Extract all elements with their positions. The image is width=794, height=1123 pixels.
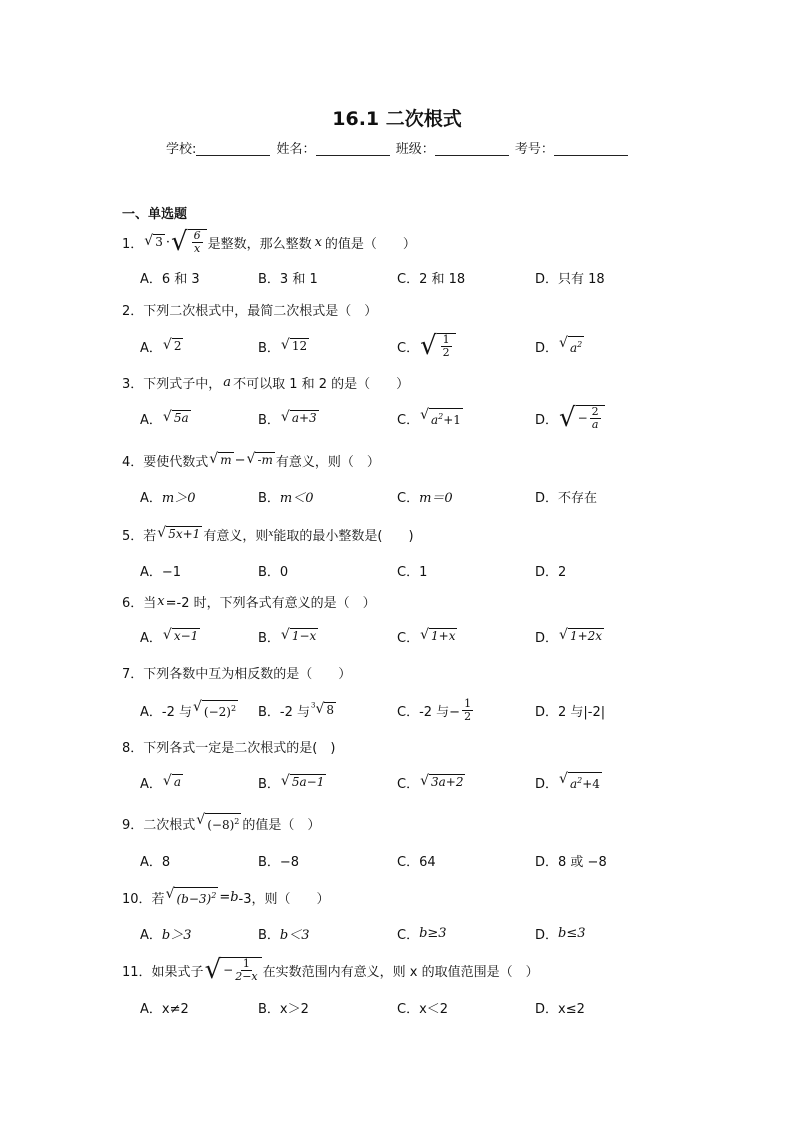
question-8-options [140, 767, 660, 797]
option-c[interactable]: C． √ 1+x [397, 627, 456, 646]
option-c[interactable]: C．64 [397, 854, 436, 870]
option-d[interactable]: D．x≤2 [535, 1001, 585, 1017]
option-a[interactable]: A．-2 与 √ $(-2)^2$ [140, 699, 237, 720]
option-c[interactable]: C． √ 3a+2 [397, 773, 464, 792]
option-a[interactable]: A． b＞3 [140, 927, 192, 943]
class-blank[interactable] [435, 141, 509, 156]
option-a[interactable]: A． √ 5a [140, 409, 189, 428]
option-a[interactable]: A． m＞0 [140, 490, 196, 506]
option-d[interactable]: D．只有 18 [535, 271, 605, 287]
option-d[interactable]: D． √ $a^2$ [535, 335, 583, 356]
question-10: 10． 若 √ $(b-3)^2$ = b -3，则（ ） [122, 886, 330, 907]
option-b[interactable]: B． √ 1−x [258, 627, 317, 646]
school-blank[interactable] [196, 141, 270, 156]
option-d[interactable]: D． √ $a^2+4$ [535, 771, 600, 792]
option-d[interactable]: D．8 或 −8 [535, 854, 607, 870]
option-a[interactable]: A． √ x−1 [140, 627, 199, 646]
question-8: 8． 下列各式一定是二次根式的是( ) [122, 740, 336, 756]
option-a[interactable]: A． √ a [140, 773, 181, 792]
sqrt-expression: √ 3 [144, 233, 163, 249]
question-7-options [140, 695, 660, 725]
option-b[interactable]: B． b＜3 [258, 927, 310, 943]
option-c[interactable]: C． √ $\frac{1}{2}$ [397, 331, 457, 361]
option-d[interactable]: D． √ 1+2x [535, 627, 603, 646]
question-text: 是整数，那么整数 [207, 236, 312, 252]
option-b[interactable]: B．-2 与 $^3$√ 8 [258, 701, 335, 720]
option-a[interactable]: A．8 [140, 854, 171, 870]
question-6-options [140, 621, 660, 651]
name-blank[interactable] [316, 141, 390, 156]
option-d[interactable]: D． √ − $\frac{2}{a}$ [535, 403, 606, 433]
option-c[interactable]: C．2 和 18 [397, 271, 466, 287]
option-d[interactable]: D． b≤3 [535, 925, 586, 943]
question-11: 11． 如果式子 √ − $\frac{1}{2-x}$ 在实数范围内有意义，则 x 的取值范围是（ ） [122, 955, 539, 985]
question-number: 1． [122, 236, 144, 252]
question-6: 6． 当 x =-2 时，下列各式有意义的是（ ） [122, 593, 376, 611]
school-label: 学校: [166, 142, 197, 157]
option-c[interactable]: C． √ $a^2+1$ [397, 407, 461, 428]
question-11-options [140, 992, 660, 1022]
option-c[interactable]: C．-2 与− $\frac{1}{2}$ [397, 696, 472, 723]
question-1: 1． √ 3 · √ $\frac{6}{x}$ 是整数，那么整数 x 的值是（ ） [122, 227, 416, 257]
question-9: 9． 二次根式 √ $(-8)^2$ 的值是（ ） [122, 812, 321, 833]
option-b[interactable]: B．0 [258, 564, 289, 580]
option-c[interactable]: C． b≥3 [397, 925, 447, 943]
option-a[interactable]: A．6 和 3 [140, 271, 200, 287]
question-1-options [140, 262, 660, 292]
class-label: 班级： [395, 142, 435, 157]
option-a[interactable]: A． √ 2 [140, 337, 182, 356]
question-5-options [140, 555, 660, 585]
option-d[interactable]: D．2 [535, 564, 567, 580]
option-c[interactable]: C．1 [397, 564, 428, 580]
question-2-options [140, 331, 660, 361]
student-info-line [166, 138, 630, 157]
option-c[interactable]: C．x＜2 [397, 1001, 449, 1017]
option-d[interactable]: D．2 与|-2| [535, 704, 606, 720]
option-b[interactable]: B．x＞2 [258, 1001, 309, 1017]
id-label: 考号： [514, 142, 554, 157]
page-title: 16.1 二次根式 [332, 108, 462, 130]
option-b[interactable]: B． √ 12 [258, 337, 308, 356]
option-b[interactable]: B． √ a+3 [258, 409, 317, 428]
option-b[interactable]: B． m＜0 [258, 490, 314, 506]
question-3-options [140, 403, 660, 433]
question-3: 3． 下列式子中， a 不可以取 1 和 2 的是（ ） [122, 374, 410, 392]
question-4-options [140, 481, 660, 511]
option-d[interactable]: D．不存在 [535, 490, 598, 506]
option-c[interactable]: C． m＝0 [397, 490, 453, 506]
sqrt-fraction: √ $\frac{6}{x}$ [171, 229, 207, 255]
question-10-options [140, 918, 660, 948]
question-2: 2． 下列二次根式中，最简二次根式是（ ） [122, 303, 378, 319]
question-9-options [140, 845, 660, 875]
name-label: 姓名： [276, 142, 316, 157]
section-heading: 一、单选题 [122, 207, 188, 222]
option-a[interactable]: A．−1 [140, 564, 182, 580]
question-4: 4． 要使代数式 √ m − √ -m 有意义，则（ ） [122, 451, 380, 470]
option-a[interactable]: A．x≠2 [140, 1001, 189, 1017]
option-b[interactable]: B． √ 5a−1 [258, 773, 325, 792]
id-blank[interactable] [554, 141, 628, 156]
question-5: 5． 若 √ 5x+1 有意义，则 x 能取的最小整数是( ) [122, 525, 414, 544]
question-7: 7． 下列各数中互为相反数的是（ ） [122, 666, 352, 682]
option-b[interactable]: B．3 和 1 [258, 271, 318, 287]
option-b[interactable]: B．−8 [258, 854, 300, 870]
